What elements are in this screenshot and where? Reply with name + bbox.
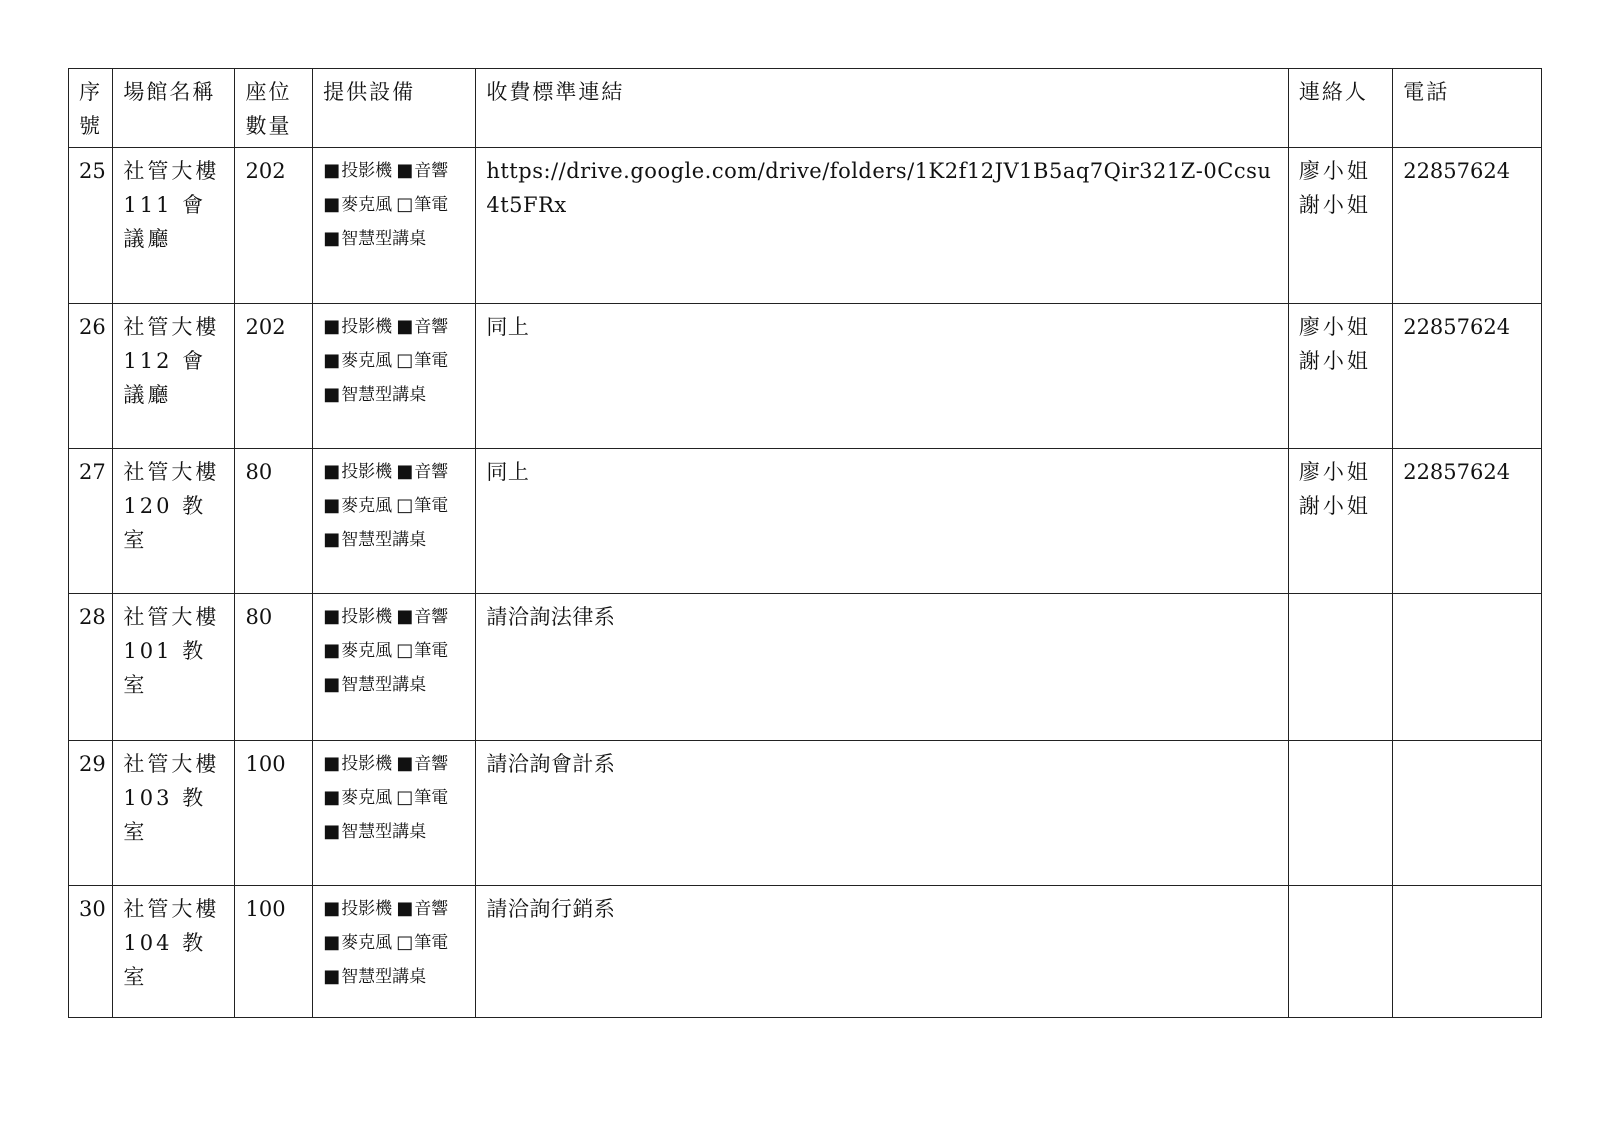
equipment-label: 筆電 [414, 351, 449, 371]
venue-name: 社管大樓 101 教室 [113, 594, 235, 741]
table-row [69, 148, 1542, 304]
equipment-line [323, 489, 465, 523]
equipment-list [313, 304, 476, 449]
equipment-label: 智慧型講桌 [341, 967, 427, 987]
checked-box-icon: ■ [396, 898, 414, 919]
equipment-label: 筆電 [414, 195, 449, 215]
equipment-item [396, 496, 448, 516]
contact-name: 廖小姐 [1298, 315, 1371, 339]
equipment-item [323, 607, 392, 627]
fee-link: 同上 [476, 449, 1289, 594]
header-seats: 座位 數量 [235, 69, 313, 148]
header-row [69, 69, 1542, 148]
unchecked-box-icon: □ [396, 495, 414, 516]
checked-box-icon: ■ [323, 898, 341, 919]
equipment-item [396, 161, 448, 181]
equipment-label: 筆電 [414, 788, 449, 808]
equipment-label: 音響 [414, 462, 449, 482]
checked-box-icon: ■ [323, 821, 341, 842]
row-number: 25 [69, 148, 113, 304]
checked-box-icon: ■ [323, 674, 341, 695]
equipment-item [396, 195, 448, 215]
checked-box-icon: ■ [323, 384, 341, 405]
equipment-item [323, 967, 426, 987]
equipment-item [323, 462, 392, 482]
equipment-line [323, 960, 465, 994]
checked-box-icon: ■ [396, 316, 414, 337]
checked-box-icon: ■ [323, 787, 341, 808]
equipment-label: 智慧型講桌 [341, 385, 427, 405]
equipment-line [323, 926, 465, 960]
equipment-item [323, 641, 392, 661]
fee-link: 請洽詢會計系 [476, 741, 1289, 886]
equipment-list [313, 594, 476, 741]
header-no: 序 號 [69, 69, 113, 148]
phone-number: 22857624 [1393, 304, 1542, 449]
equipment-label: 音響 [414, 899, 449, 919]
equipment-list [313, 886, 476, 1018]
equipment-label: 麥克風 [341, 195, 393, 215]
equipment-item [323, 822, 426, 842]
equipment-list [313, 741, 476, 886]
row-number: 27 [69, 449, 113, 594]
contact-name: 廖小姐 [1298, 159, 1371, 183]
equipment-label: 投影機 [341, 317, 393, 337]
venue-name: 社管大樓 112 會議廳 [113, 304, 235, 449]
equipment-line [323, 188, 465, 222]
equipment-item [323, 385, 426, 405]
equipment-list [313, 148, 476, 304]
venue-name: 社管大樓 104 教室 [113, 886, 235, 1018]
equipment-list [313, 449, 476, 594]
unchecked-box-icon: □ [396, 194, 414, 215]
equipment-item [323, 899, 392, 919]
equipment-item [323, 530, 426, 550]
table-body [69, 148, 1542, 1018]
equipment-item [396, 607, 448, 627]
contact-persons [1288, 594, 1392, 741]
checked-box-icon: ■ [323, 640, 341, 661]
equipment-label: 筆電 [414, 496, 449, 516]
unchecked-box-icon: □ [396, 350, 414, 371]
phone-number: 22857624 [1393, 148, 1542, 304]
contact-persons [1288, 741, 1392, 886]
checked-box-icon: ■ [323, 160, 341, 181]
equipment-label: 筆電 [414, 641, 449, 661]
equipment-line [323, 668, 465, 702]
equipment-item [323, 754, 392, 774]
checked-box-icon: ■ [323, 350, 341, 371]
seat-count: 202 [235, 304, 313, 449]
equipment-label: 智慧型講桌 [341, 530, 427, 550]
venue-name: 社管大樓 120 教室 [113, 449, 235, 594]
equipment-item [396, 754, 448, 774]
checked-box-icon: ■ [323, 194, 341, 215]
phone-number [1393, 741, 1542, 886]
equipment-label: 投影機 [341, 899, 393, 919]
seat-count: 100 [235, 741, 313, 886]
equipment-item [323, 351, 392, 371]
contact-persons [1288, 449, 1392, 594]
checked-box-icon: ■ [396, 753, 414, 774]
equipment-label: 麥克風 [341, 641, 393, 661]
equipment-line [323, 600, 465, 634]
equipment-item [396, 317, 448, 337]
checked-box-icon: ■ [396, 606, 414, 627]
fee-link[interactable]: https://drive.google.com/drive/folders/1K2f12JV1B5aq7Qir321Z-0Ccsu4t5FRx [476, 148, 1289, 304]
seat-count: 80 [235, 449, 313, 594]
fee-link: 請洽詢法律系 [476, 594, 1289, 741]
equipment-line [323, 310, 465, 344]
equipment-label: 投影機 [341, 754, 393, 774]
phone-number: 22857624 [1393, 449, 1542, 594]
equipment-item [396, 351, 448, 371]
header-venue: 場館名稱 [113, 69, 235, 148]
venue-name: 社管大樓 103 教室 [113, 741, 235, 886]
table-row [69, 886, 1542, 1018]
equipment-item [396, 899, 448, 919]
table-row [69, 594, 1542, 741]
equipment-line [323, 378, 465, 412]
header-fee-link: 收費標準連結 [476, 69, 1289, 148]
equipment-line [323, 781, 465, 815]
equipment-item [323, 195, 392, 215]
table-row [69, 449, 1542, 594]
checked-box-icon: ■ [323, 461, 341, 482]
equipment-line [323, 222, 465, 256]
equipment-item [323, 317, 392, 337]
equipment-line [323, 455, 465, 489]
equipment-line [323, 154, 465, 188]
equipment-item [323, 229, 426, 249]
contact-persons [1288, 304, 1392, 449]
equipment-item [323, 161, 392, 181]
equipment-label: 投影機 [341, 607, 393, 627]
seat-count: 100 [235, 886, 313, 1018]
phone-number [1393, 886, 1542, 1018]
contact-name: 謝小姐 [1298, 494, 1371, 518]
contact-name: 廖小姐 [1298, 460, 1371, 484]
equipment-label: 智慧型講桌 [341, 675, 427, 695]
table-row [69, 304, 1542, 449]
equipment-label: 筆電 [414, 933, 449, 953]
equipment-label: 麥克風 [341, 788, 393, 808]
equipment-item [323, 496, 392, 516]
contact-name: 謝小姐 [1298, 193, 1371, 217]
equipment-line [323, 523, 465, 557]
equipment-line [323, 747, 465, 781]
equipment-label: 麥克風 [341, 933, 393, 953]
contact-persons [1288, 886, 1392, 1018]
checked-box-icon: ■ [323, 316, 341, 337]
checked-box-icon: ■ [323, 529, 341, 550]
row-number: 28 [69, 594, 113, 741]
equipment-label: 投影機 [341, 161, 393, 181]
contact-persons [1288, 148, 1392, 304]
header-phone: 電話 [1393, 69, 1542, 148]
equipment-item [396, 462, 448, 482]
fee-link: 同上 [476, 304, 1289, 449]
contact-name: 謝小姐 [1298, 349, 1371, 373]
checked-box-icon: ■ [323, 932, 341, 953]
equipment-line [323, 344, 465, 378]
venue-table [68, 68, 1542, 1018]
equipment-item [396, 641, 448, 661]
equipment-item [323, 675, 426, 695]
equipment-label: 音響 [414, 317, 449, 337]
checked-box-icon: ■ [323, 606, 341, 627]
checked-box-icon: ■ [396, 160, 414, 181]
equipment-label: 音響 [414, 607, 449, 627]
table-row [69, 741, 1542, 886]
equipment-label: 音響 [414, 754, 449, 774]
unchecked-box-icon: □ [396, 640, 414, 661]
equipment-item [396, 788, 448, 808]
equipment-label: 音響 [414, 161, 449, 181]
header-equipment: 提供設備 [313, 69, 476, 148]
row-number: 26 [69, 304, 113, 449]
equipment-label: 麥克風 [341, 496, 393, 516]
checked-box-icon: ■ [323, 228, 341, 249]
header-contact: 連絡人 [1288, 69, 1392, 148]
equipment-item [323, 933, 392, 953]
unchecked-box-icon: □ [396, 932, 414, 953]
equipment-label: 麥克風 [341, 351, 393, 371]
equipment-line [323, 892, 465, 926]
checked-box-icon: ■ [323, 495, 341, 516]
equipment-line [323, 815, 465, 849]
equipment-item [323, 788, 392, 808]
equipment-label: 智慧型講桌 [341, 822, 427, 842]
equipment-item [396, 933, 448, 953]
seat-count: 202 [235, 148, 313, 304]
checked-box-icon: ■ [323, 753, 341, 774]
venue-name: 社管大樓 111 會議廳 [113, 148, 235, 304]
row-number: 30 [69, 886, 113, 1018]
equipment-line [323, 634, 465, 668]
checked-box-icon: ■ [323, 966, 341, 987]
equipment-label: 智慧型講桌 [341, 229, 427, 249]
unchecked-box-icon: □ [396, 787, 414, 808]
phone-number [1393, 594, 1542, 741]
row-number: 29 [69, 741, 113, 886]
fee-link: 請洽詢行銷系 [476, 886, 1289, 1018]
equipment-label: 投影機 [341, 462, 393, 482]
checked-box-icon: ■ [396, 461, 414, 482]
seat-count: 80 [235, 594, 313, 741]
